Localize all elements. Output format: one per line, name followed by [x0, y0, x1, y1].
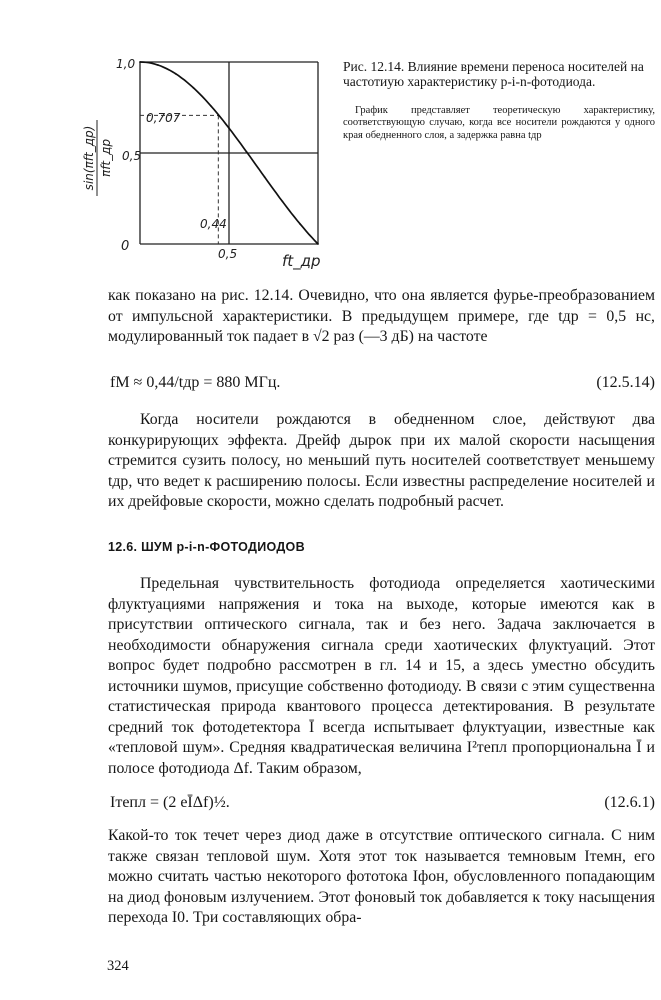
data-point — [246, 151, 248, 153]
equation-number: (12.6.1) — [604, 794, 655, 811]
data-point — [228, 127, 230, 129]
paragraph-1: как показано на рис. 12.14. Очевидно, что она является фурье-преобразованием от импульсной характеристики. В предыдущем примере, где tдр = 0,5 нс, модулированный ток падает в √2 раз (—3 дБ) на частоте — [108, 287, 655, 345]
data-point — [139, 61, 141, 63]
paragraph-4: Какой-то ток течет через диод даже в отсутствие оптического сигнала. С ним также связан тепловой шум. Хотя этот ток называется темновым Iтемн, его можно считать частью некоторого фототока Iфон, обусловленного попадающим на диод фоновым излучением. Этот фоновый ток добавляется к току насыщения перехода I0. Три составляющих обра- — [108, 827, 655, 926]
x-axis-label: ft_др — [282, 252, 321, 270]
page-number: 324 — [107, 958, 129, 974]
frequency-response-plot — [0, 0, 340, 280]
data-point — [299, 223, 301, 225]
y-axis-label-numerator: sin(πft_др) — [82, 125, 96, 191]
section-heading: 12.6. ШУМ p-i-n-ФОТОДИОДОВ — [108, 540, 305, 554]
y-tick-label-top: 1,0 — [116, 57, 136, 71]
data-point — [210, 105, 212, 107]
y-annotation-0-707: 0,707 — [146, 111, 181, 125]
data-point — [175, 73, 177, 75]
equation-12-5-14 — [108, 374, 655, 396]
paragraph-2: Когда носители рождаются в обедненном слое, действуют два конкурирующих эффекта. Дрейф дырок при их малой скорости насыщения стремится сузить полосу, но меньший путь носителей соответствует меньшему tдр, что ведет к расширению полосы. Если известны распределение носителей и их дрейфовые скорости, можно сделать подробный расчет. — [108, 411, 655, 510]
x-tick-label: 0,5 — [218, 247, 238, 261]
origin-label: 0 — [121, 239, 130, 254]
figure-12-14 — [0, 0, 661, 300]
paragraph-3: Предельная чувствительность фотодиода определяется хаотическими флуктуациями напряжения и тока на выходе, которые имеются как в присутствии оптического сигнала, так и без него. Задача заключается в необходимости обнаружения сигнала среди хаотических флуктуаций. Этот вопрос будет подробно рассмотрен в гл. 14 и 15, а здесь уместно обсудить источники шумов, присущие собственно фотодиоду. В связи с этим существенна статистическая природа квантового процесса детектирования. В результате средний ток фотодетектора Ī всегда испытывает флуктуации, известные как «тепловой шум». Средняя квадратическая величина I²тепл пропорциональна Ī и полосе фотодиода Δf. Таким образом, — [108, 575, 655, 777]
data-point — [217, 114, 219, 116]
equation-12-6-1 — [108, 794, 655, 816]
y-axis-label-denominator: πft_др — [99, 138, 113, 178]
plot-labels — [82, 57, 321, 271]
equation-expression: fM ≈ 0,44/tдр = 880 МГц. — [110, 374, 281, 391]
data-point — [282, 201, 284, 203]
plot-frame — [140, 62, 318, 244]
data-point — [193, 87, 195, 89]
data-point — [264, 176, 266, 178]
equation-expression: Iтепл = (2 eĪΔf)½. — [110, 794, 230, 811]
data-point — [157, 64, 159, 66]
equation-number: (12.5.14) — [596, 374, 655, 391]
y-tick-label-mid: 0,5 — [122, 149, 142, 163]
data-point — [317, 243, 319, 245]
figure-caption-note: График представляет теоретическую характеристику, соответствующую случаю, когда все носители рождаются у одного края обедненного слоя, а задержка равна tдр — [343, 105, 655, 141]
x-annotation-0-44: 0,44 — [200, 217, 227, 231]
y-axis-label — [82, 120, 113, 196]
figure-caption: Рис. 12.14. Влияние времени переноса носителей на частотиую характеристику p-i-n-фотодиода. — [343, 59, 644, 89]
